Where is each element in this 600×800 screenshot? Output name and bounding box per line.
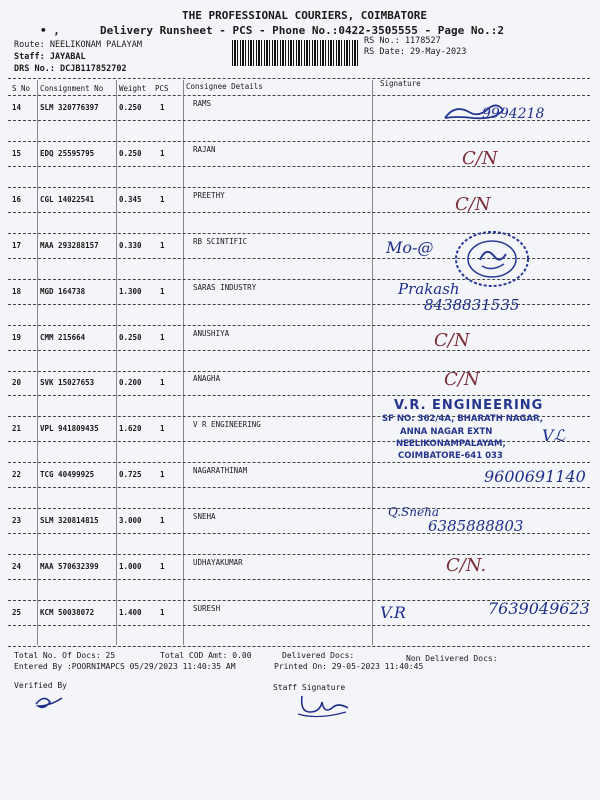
cell-consignee: RB SCINTIFIC — [193, 236, 248, 246]
non-delivered-docs: Non Delivered Docs: — [406, 654, 498, 663]
cell-sno: 19 — [12, 332, 22, 342]
cell-weight: 3.000 — [119, 516, 142, 526]
handwritten-phone-number: 8438831535 — [424, 295, 520, 314]
printed-on: Printed On: 29-05-2023 11:40:45 — [274, 662, 424, 671]
cell-consignee: RAMS — [193, 99, 212, 108]
rs-date: RS Date: 29-May-2023 — [364, 47, 467, 57]
column-header-sno: S No — [12, 84, 31, 93]
column-separator — [372, 80, 373, 645]
cell-consignment-no: MAA 570632399 — [40, 562, 99, 571]
cell-consignment-no: VPL 941809435 — [40, 424, 99, 434]
cell-consignee: SNEHA — [193, 512, 216, 522]
cell-pcs: 1 — [160, 332, 165, 342]
handwritten-initials: Vℒ — [542, 426, 566, 445]
cell-consignment-no: MAA 293288157 — [40, 240, 99, 250]
cell-weight: 0.345 — [119, 194, 142, 204]
row-rule — [8, 166, 590, 167]
row-rule — [8, 579, 590, 580]
cell-consignee: ANAGHA — [193, 374, 221, 384]
cell-pcs: 1 — [160, 240, 165, 250]
footer-rule — [8, 646, 590, 647]
stamp-line: NEELIKONAMPALAYAM, — [396, 439, 506, 449]
handwritten-signature: 9600691140 — [484, 467, 586, 487]
cell-consignment-no: SLM 320814815 — [40, 516, 99, 526]
handwritten-signature: C/N — [444, 369, 480, 391]
cell-sno: 16 — [12, 194, 22, 204]
row-rule — [8, 371, 590, 372]
cell-pcs: 1 — [160, 516, 165, 526]
cell-consignee: UDHAYAKUMAR — [193, 558, 243, 567]
column-header-consignee: Consignee Details — [186, 82, 263, 91]
cell-weight: 1.000 — [119, 562, 142, 571]
row-rule — [8, 508, 590, 509]
cell-weight: 1.400 — [119, 607, 142, 617]
cell-pcs: 1 — [160, 103, 165, 112]
seal-stamp-icon — [452, 228, 532, 290]
cell-sno: 24 — [12, 562, 22, 571]
staff-label: Staff: JAYABAL — [14, 52, 86, 62]
row-rule — [8, 187, 590, 188]
cell-weight: 0.725 — [119, 470, 142, 480]
column-separator — [116, 80, 117, 645]
cell-sno: 15 — [12, 148, 22, 158]
verifier-signature-icon — [30, 690, 70, 714]
cell-pcs: 1 — [160, 607, 165, 617]
handwritten-signature: C/N — [455, 193, 491, 215]
column-separator — [37, 80, 38, 645]
row-rule — [8, 325, 590, 326]
header-marks: • , — [40, 24, 60, 37]
column-separator — [183, 80, 184, 645]
rs-number: RS No.: 1178527 — [364, 36, 441, 46]
stamp-line: ANNA NAGAR EXTN — [400, 427, 493, 437]
cell-consignee: SARAS INDUSTRY — [193, 282, 257, 292]
stamp-line: SF NO: 362/4A, BHARATH NAGAR, — [382, 414, 543, 424]
cell-weight: 1.620 — [119, 424, 142, 434]
stamp-line: COIMBATORE-641 033 — [398, 451, 503, 461]
cell-consignment-no: CGL 14022541 — [40, 194, 95, 204]
cell-sno: 25 — [12, 607, 22, 617]
cell-sno: 23 — [12, 516, 22, 526]
cell-sno: 14 — [12, 103, 22, 112]
cell-consignment-no: MGD 164738 — [40, 286, 86, 296]
row-rule — [8, 462, 590, 463]
stamp-line: V.R. ENGINEERING — [394, 398, 544, 413]
cell-consignee: V R ENGINEERING — [193, 420, 261, 430]
cell-consignment-no: SVK 15027653 — [40, 378, 95, 388]
row-rule — [8, 625, 590, 626]
verified-by-label: Verified By — [14, 681, 67, 690]
handwritten-signature: V.R — [380, 602, 406, 622]
handwritten-signature: C/N — [434, 329, 470, 351]
cell-weight: 0.250 — [119, 103, 142, 112]
cell-weight: 0.330 — [119, 240, 142, 250]
column-header-signature: Signature — [380, 79, 421, 88]
handwritten-signature: Q.Sneha — [388, 505, 439, 520]
route-label: Route: NEELIKONAM PALAYAM — [14, 40, 142, 50]
handwritten-signature: Prakash — [398, 279, 460, 298]
cell-consignment-no: CMM 215664 — [40, 332, 86, 342]
cell-consignee: PREETHY — [193, 190, 225, 200]
header-bottom-rule — [8, 95, 590, 96]
column-header-pcs: PCS — [155, 84, 169, 93]
cell-consignee: RAJAN — [193, 144, 216, 154]
handwritten-signature: Mo-@ — [386, 237, 434, 257]
barcode — [232, 40, 358, 66]
row-rule — [8, 141, 590, 142]
cell-pcs: 1 — [160, 378, 165, 388]
cell-consignee: NAGARATHINAM — [193, 466, 248, 476]
cell-consignee: SURESH — [193, 603, 221, 613]
scribble-signature-icon — [440, 104, 520, 130]
handwritten-signature: 9994218 — [482, 106, 545, 122]
cell-pcs: 1 — [160, 424, 165, 434]
cell-weight: 0.250 — [119, 332, 142, 342]
cell-weight: 1.300 — [119, 286, 142, 296]
cell-sno: 22 — [12, 470, 22, 480]
row-rule — [8, 487, 590, 488]
staff-signature-label: Staff Signature — [273, 683, 346, 692]
handwritten-phone-number: 7639049623 — [488, 598, 590, 618]
cell-pcs: 1 — [160, 470, 165, 480]
cell-sno: 18 — [12, 286, 22, 296]
cell-consignment-no: EDQ 25595795 — [40, 148, 95, 158]
runsheet-title: Delivery Runsheet - PCS - Phone No.:0422-3505555 - Page No.:2 — [100, 24, 504, 37]
delivered-docs: Delivered Docs: — [282, 651, 355, 660]
row-rule — [8, 554, 590, 555]
cell-pcs: 1 — [160, 194, 165, 204]
cell-consignment-no: KCM 50038072 — [40, 607, 95, 617]
cell-consignment-no: SLM 320776397 — [40, 103, 99, 112]
cell-sno: 20 — [12, 378, 22, 388]
handwritten-signature: C/N. — [446, 555, 487, 576]
row-rule — [8, 212, 590, 213]
total-cod: Total COD Amt: 0.00 — [160, 651, 252, 660]
cell-weight: 0.200 — [119, 378, 142, 388]
cell-sno: 17 — [12, 240, 22, 250]
cell-sno: 21 — [12, 424, 22, 434]
handwritten-phone-number: 6385888803 — [428, 517, 524, 536]
staff-signature-icon — [294, 690, 354, 720]
cell-weight: 0.250 — [119, 148, 142, 158]
total-docs: Total No. Of Docs: 25 — [14, 651, 116, 660]
row-rule — [8, 395, 590, 396]
column-header-weight: Weight — [119, 84, 147, 93]
row-rule — [8, 350, 590, 351]
entered-by: Entered By :POORNIMAPCS 05/29/2023 11:40:35 AM — [14, 662, 236, 671]
cell-consignment-no: TCG 40499925 — [40, 470, 95, 480]
cell-pcs: 1 — [160, 286, 165, 296]
column-header-consignment: Consignment No — [40, 84, 104, 93]
cell-consignee: ANUSHIYA — [193, 328, 230, 338]
drs-number: DRS No.: DCJB117852702 — [14, 64, 127, 74]
company-name: THE PROFESSIONAL COURIERS, COIMBATORE — [182, 9, 428, 22]
header-top-rule — [8, 78, 590, 79]
cell-pcs: 1 — [160, 562, 165, 571]
handwritten-signature: C/N — [462, 147, 498, 169]
cell-pcs: 1 — [160, 148, 165, 158]
